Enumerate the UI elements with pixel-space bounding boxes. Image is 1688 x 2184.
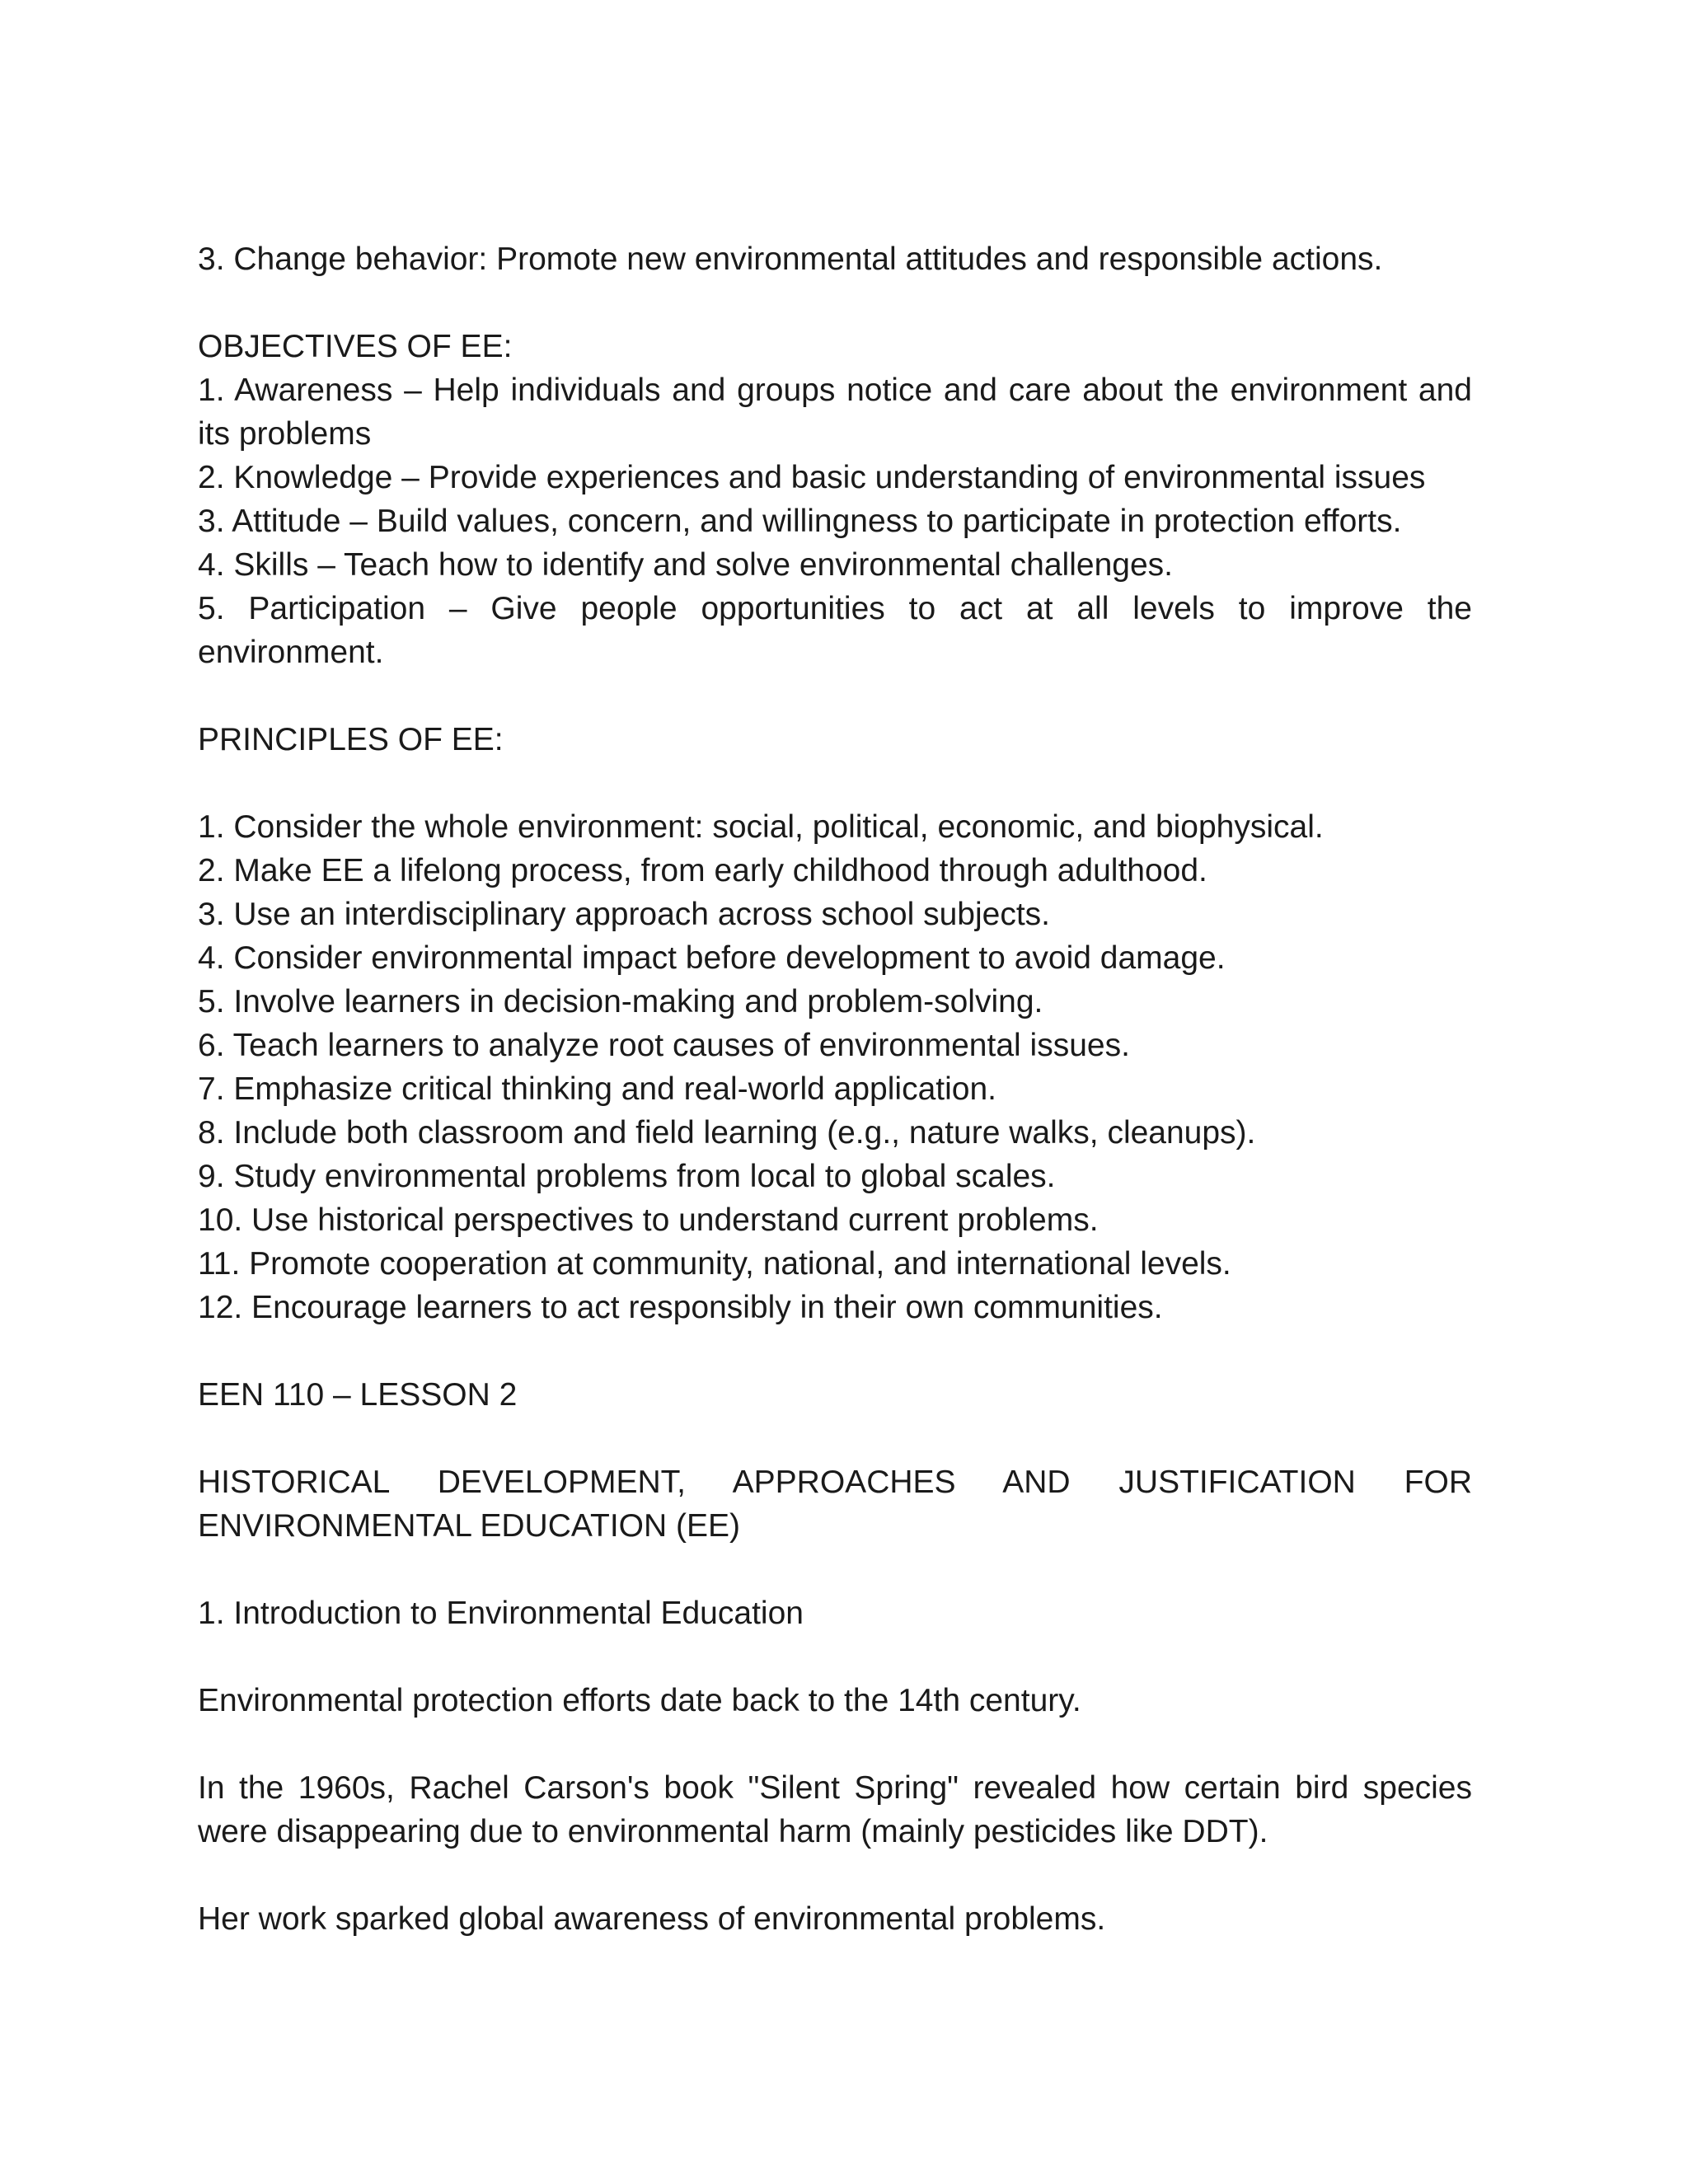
principle-item: 12. Encourage learners to act responsibly in their own communities. [198, 1290, 1163, 1325]
paragraph: Her work sparked global awareness of environmental problems. [198, 1901, 1106, 1937]
principle-item: 2. Make EE a lifelong process, from early childhood through adulthood. [198, 853, 1207, 888]
spacer [198, 1635, 1472, 1679]
principle-item: 3. Use an interdisciplinary approach across school subjects. [198, 897, 1051, 932]
principle-item: 4. Consider environmental impact before development to avoid damage. [198, 940, 1226, 976]
spacer [198, 762, 1472, 805]
principle-item: 7. Emphasize critical thinking and real-world application. [198, 1071, 996, 1107]
principle-item: 11. Promote cooperation at community, national, and international levels. [198, 1246, 1231, 1282]
spacer [198, 1417, 1472, 1460]
objective-item: 3. Attitude – Build values, concern, and willingness to participate in protection efforts. [198, 504, 1402, 539]
opening-line: 3. Change behavior: Promote new environmental attitudes and responsible actions. [198, 241, 1383, 277]
paragraph: Environmental protection efforts date back to the 14th century. [198, 1683, 1081, 1718]
spacer [198, 1329, 1472, 1373]
principle-item: 5. Involve learners in decision-making and problem-solving. [198, 984, 1043, 1019]
objective-item: 5. Participation – Give people opportunities to act at all levels to improve the environment. [198, 591, 1472, 670]
objective-item: 2. Knowledge – Provide experiences and basic understanding of environmental issues [198, 460, 1426, 495]
spacer [198, 1548, 1472, 1591]
section-heading: 1. Introduction to Environmental Education [198, 1596, 804, 1631]
principles-heading: PRINCIPLES OF EE: [198, 722, 504, 757]
lesson-label: EEN 110 – LESSON 2 [198, 1377, 518, 1413]
principle-item: 8. Include both classroom and field learning (e.g., nature walks, cleanups). [198, 1115, 1256, 1151]
principle-item: 9. Study environmental problems from local to global scales. [198, 1159, 1056, 1194]
principle-item: 1. Consider the whole environment: social, political, economic, and biophysical. [198, 809, 1324, 845]
paragraph: In the 1960s, Rachel Carson's book "Silent Spring" revealed how certain bird species were disappearing due to environmental harm (mainly pesticides like DDT). [198, 1770, 1472, 1849]
spacer [198, 281, 1472, 325]
lesson-title: HISTORICAL DEVELOPMENT, APPROACHES AND JUSTIFICATION FOR ENVIRONMENTAL EDUCATION (EE) [198, 1465, 1472, 1544]
principle-item: 10. Use historical perspectives to understand current problems. [198, 1202, 1099, 1238]
spacer [198, 1722, 1472, 1766]
principles-list [198, 805, 1472, 1329]
spacer [198, 1854, 1472, 1897]
principle-item: 6. Teach learners to analyze root causes of environmental issues. [198, 1028, 1130, 1063]
objectives-heading: OBJECTIVES OF EE: [198, 329, 513, 364]
document-body [198, 237, 1472, 1941]
objectives-list [198, 368, 1472, 674]
objective-item: 1. Awareness – Help individuals and groups notice and care about the environment and its problems [198, 373, 1472, 452]
objective-item: 4. Skills – Teach how to identify and solve environmental challenges. [198, 547, 1173, 583]
spacer [198, 674, 1472, 718]
